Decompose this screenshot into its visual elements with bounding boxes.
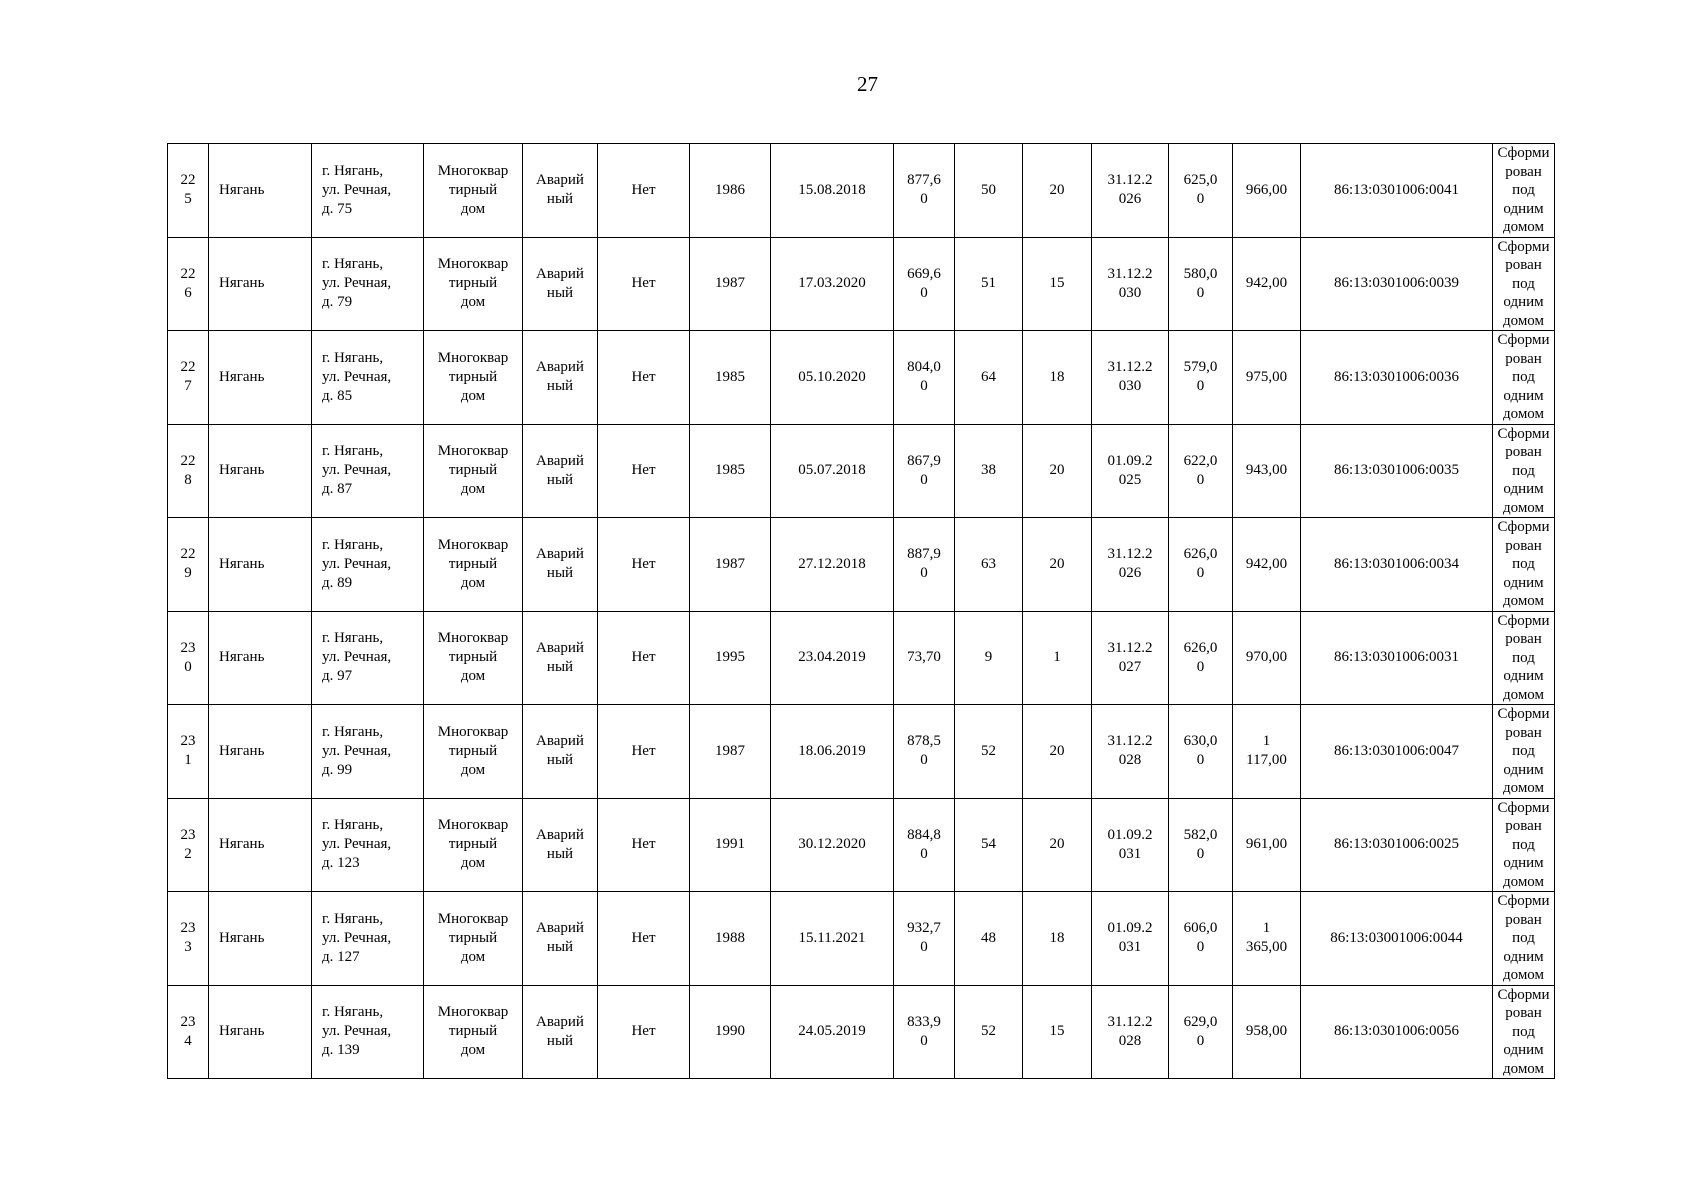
table-row <box>168 144 1555 238</box>
area-2-cell: 582,0 0 <box>1169 798 1233 892</box>
living-area-cell: 833,9 0 <box>894 985 955 1079</box>
row-number-cell: 22 9 <box>168 518 209 612</box>
building-type-cell: Многоквар тирный дом <box>424 985 523 1079</box>
area-3-cell: 942,00 <box>1233 518 1301 612</box>
units-cell: 18 <box>1023 331 1092 425</box>
table-row <box>168 518 1555 612</box>
land-plot-cell: Сформи рован под одним домом <box>1493 237 1555 331</box>
deadline-cell: 31.12.2 026 <box>1092 518 1169 612</box>
condition-cell: Аварий ный <box>523 424 598 518</box>
units-cell: 18 <box>1023 892 1092 986</box>
table-row <box>168 424 1555 518</box>
year-built-cell: 1985 <box>690 424 771 518</box>
year-built-cell: 1985 <box>690 331 771 425</box>
residents-cell: 52 <box>955 985 1023 1079</box>
living-area-cell: 867,9 0 <box>894 424 955 518</box>
deadline-cell: 31.12.2 030 <box>1092 331 1169 425</box>
address-cell: г. Нягань, ул. Речная, д. 75 <box>312 144 424 238</box>
building-type-cell: Многоквар тирный дом <box>424 892 523 986</box>
cadastral-number-cell: 86:13:0301006:0056 <box>1301 985 1493 1079</box>
deadline-cell: 01.09.2 031 <box>1092 798 1169 892</box>
residents-cell: 9 <box>955 611 1023 705</box>
cadastral-number-cell: 86:13:0301006:0035 <box>1301 424 1493 518</box>
land-plot-cell: Сформи рован под одним домом <box>1493 518 1555 612</box>
condition-cell: Аварий ный <box>523 611 598 705</box>
residents-cell: 51 <box>955 237 1023 331</box>
area-3-cell: 966,00 <box>1233 144 1301 238</box>
address-cell: г. Нягань, ул. Речная, д. 87 <box>312 424 424 518</box>
land-plot-cell: Сформи рован под одним домом <box>1493 144 1555 238</box>
row-number-cell: 23 4 <box>168 985 209 1079</box>
living-area-cell: 669,6 0 <box>894 237 955 331</box>
deadline-cell: 31.12.2 028 <box>1092 705 1169 799</box>
deadline-cell: 31.12.2 030 <box>1092 237 1169 331</box>
cadastral-number-cell: 86:13:0301006:0031 <box>1301 611 1493 705</box>
municipality-cell: Нягань <box>209 144 312 238</box>
deadline-cell: 31.12.2 028 <box>1092 985 1169 1079</box>
condition-cell: Аварий ный <box>523 331 598 425</box>
table-row <box>168 985 1555 1079</box>
year-built-cell: 1990 <box>690 985 771 1079</box>
row-number-cell: 22 5 <box>168 144 209 238</box>
condition-cell: Аварий ный <box>523 144 598 238</box>
units-cell: 15 <box>1023 237 1092 331</box>
units-cell: 20 <box>1023 705 1092 799</box>
recognition-date-cell: 23.04.2019 <box>771 611 894 705</box>
flag-cell: Нет <box>598 144 690 238</box>
row-number-cell: 22 6 <box>168 237 209 331</box>
municipality-cell: Нягань <box>209 424 312 518</box>
year-built-cell: 1988 <box>690 892 771 986</box>
building-type-cell: Многоквар тирный дом <box>424 237 523 331</box>
area-2-cell: 626,0 0 <box>1169 611 1233 705</box>
flag-cell: Нет <box>598 798 690 892</box>
address-cell: г. Нягань, ул. Речная, д. 99 <box>312 705 424 799</box>
deadline-cell: 01.09.2 031 <box>1092 892 1169 986</box>
units-cell: 20 <box>1023 424 1092 518</box>
area-3-cell: 942,00 <box>1233 237 1301 331</box>
flag-cell: Нет <box>598 331 690 425</box>
address-cell: г. Нягань, ул. Речная, д. 97 <box>312 611 424 705</box>
residents-cell: 64 <box>955 331 1023 425</box>
year-built-cell: 1987 <box>690 237 771 331</box>
table-row <box>168 705 1555 799</box>
table-row <box>168 611 1555 705</box>
flag-cell: Нет <box>598 518 690 612</box>
area-2-cell: 630,0 0 <box>1169 705 1233 799</box>
area-2-cell: 606,0 0 <box>1169 892 1233 986</box>
address-cell: г. Нягань, ул. Речная, д. 127 <box>312 892 424 986</box>
address-cell: г. Нягань, ул. Речная, д. 85 <box>312 331 424 425</box>
land-plot-cell: Сформи рован под одним домом <box>1493 798 1555 892</box>
units-cell: 15 <box>1023 985 1092 1079</box>
residents-cell: 52 <box>955 705 1023 799</box>
living-area-cell: 887,9 0 <box>894 518 955 612</box>
living-area-cell: 877,6 0 <box>894 144 955 238</box>
flag-cell: Нет <box>598 985 690 1079</box>
condition-cell: Аварий ный <box>523 705 598 799</box>
building-type-cell: Многоквар тирный дом <box>424 798 523 892</box>
condition-cell: Аварий ный <box>523 892 598 986</box>
area-2-cell: 622,0 0 <box>1169 424 1233 518</box>
residents-cell: 50 <box>955 144 1023 238</box>
units-cell: 20 <box>1023 518 1092 612</box>
condition-cell: Аварий ный <box>523 518 598 612</box>
recognition-date-cell: 18.06.2019 <box>771 705 894 799</box>
area-3-cell: 1 117,00 <box>1233 705 1301 799</box>
table-row <box>168 892 1555 986</box>
area-3-cell: 961,00 <box>1233 798 1301 892</box>
living-area-cell: 73,70 <box>894 611 955 705</box>
flag-cell: Нет <box>598 611 690 705</box>
land-plot-cell: Сформи рован под одним домом <box>1493 331 1555 425</box>
municipality-cell: Нягань <box>209 611 312 705</box>
area-3-cell: 970,00 <box>1233 611 1301 705</box>
page-number: 27 <box>857 72 878 96</box>
cadastral-number-cell: 86:13:0301006:0034 <box>1301 518 1493 612</box>
municipality-cell: Нягань <box>209 798 312 892</box>
living-area-cell: 932,7 0 <box>894 892 955 986</box>
deadline-cell: 01.09.2 025 <box>1092 424 1169 518</box>
recognition-date-cell: 30.12.2020 <box>771 798 894 892</box>
land-plot-cell: Сформи рован под одним домом <box>1493 424 1555 518</box>
area-2-cell: 626,0 0 <box>1169 518 1233 612</box>
row-number-cell: 23 2 <box>168 798 209 892</box>
table-row <box>168 331 1555 425</box>
cadastral-number-cell: 86:13:0301006:0025 <box>1301 798 1493 892</box>
housing-table <box>167 143 1555 1079</box>
living-area-cell: 878,5 0 <box>894 705 955 799</box>
deadline-cell: 31.12.2 027 <box>1092 611 1169 705</box>
address-cell: г. Нягань, ул. Речная, д. 139 <box>312 985 424 1079</box>
row-number-cell: 22 8 <box>168 424 209 518</box>
land-plot-cell: Сформи рован под одним домом <box>1493 985 1555 1079</box>
address-cell: г. Нягань, ул. Речная, д. 123 <box>312 798 424 892</box>
recognition-date-cell: 05.10.2020 <box>771 331 894 425</box>
municipality-cell: Нягань <box>209 331 312 425</box>
recognition-date-cell: 24.05.2019 <box>771 985 894 1079</box>
area-3-cell: 1 365,00 <box>1233 892 1301 986</box>
residents-cell: 63 <box>955 518 1023 612</box>
cadastral-number-cell: 86:13:0301006:0041 <box>1301 144 1493 238</box>
address-cell: г. Нягань, ул. Речная, д. 89 <box>312 518 424 612</box>
building-type-cell: Многоквар тирный дом <box>424 331 523 425</box>
municipality-cell: Нягань <box>209 705 312 799</box>
building-type-cell: Многоквар тирный дом <box>424 424 523 518</box>
land-plot-cell: Сформи рован под одним домом <box>1493 705 1555 799</box>
building-type-cell: Многоквар тирный дом <box>424 705 523 799</box>
building-type-cell: Многоквар тирный дом <box>424 518 523 612</box>
area-3-cell: 975,00 <box>1233 331 1301 425</box>
municipality-cell: Нягань <box>209 892 312 986</box>
area-2-cell: 625,0 0 <box>1169 144 1233 238</box>
cadastral-number-cell: 86:13:03001006:0044 <box>1301 892 1493 986</box>
units-cell: 1 <box>1023 611 1092 705</box>
year-built-cell: 1987 <box>690 705 771 799</box>
units-cell: 20 <box>1023 144 1092 238</box>
recognition-date-cell: 05.07.2018 <box>771 424 894 518</box>
units-cell: 20 <box>1023 798 1092 892</box>
table-row <box>168 237 1555 331</box>
condition-cell: Аварий ный <box>523 237 598 331</box>
year-built-cell: 1986 <box>690 144 771 238</box>
table-row <box>168 798 1555 892</box>
cadastral-number-cell: 86:13:0301006:0036 <box>1301 331 1493 425</box>
municipality-cell: Нягань <box>209 237 312 331</box>
municipality-cell: Нягань <box>209 518 312 612</box>
living-area-cell: 884,8 0 <box>894 798 955 892</box>
row-number-cell: 23 1 <box>168 705 209 799</box>
municipality-cell: Нягань <box>209 985 312 1079</box>
year-built-cell: 1995 <box>690 611 771 705</box>
row-number-cell: 23 0 <box>168 611 209 705</box>
building-type-cell: Многоквар тирный дом <box>424 144 523 238</box>
year-built-cell: 1987 <box>690 518 771 612</box>
recognition-date-cell: 15.08.2018 <box>771 144 894 238</box>
living-area-cell: 804,0 0 <box>894 331 955 425</box>
deadline-cell: 31.12.2 026 <box>1092 144 1169 238</box>
row-number-cell: 22 7 <box>168 331 209 425</box>
area-2-cell: 629,0 0 <box>1169 985 1233 1079</box>
address-cell: г. Нягань, ул. Речная, д. 79 <box>312 237 424 331</box>
area-3-cell: 943,00 <box>1233 424 1301 518</box>
condition-cell: Аварий ный <box>523 798 598 892</box>
condition-cell: Аварий ный <box>523 985 598 1079</box>
residents-cell: 48 <box>955 892 1023 986</box>
flag-cell: Нет <box>598 705 690 799</box>
cadastral-number-cell: 86:13:0301006:0039 <box>1301 237 1493 331</box>
recognition-date-cell: 15.11.2021 <box>771 892 894 986</box>
flag-cell: Нет <box>598 892 690 986</box>
area-3-cell: 958,00 <box>1233 985 1301 1079</box>
row-number-cell: 23 3 <box>168 892 209 986</box>
land-plot-cell: Сформи рован под одним домом <box>1493 892 1555 986</box>
year-built-cell: 1991 <box>690 798 771 892</box>
building-type-cell: Многоквар тирный дом <box>424 611 523 705</box>
residents-cell: 54 <box>955 798 1023 892</box>
flag-cell: Нет <box>598 424 690 518</box>
recognition-date-cell: 17.03.2020 <box>771 237 894 331</box>
cadastral-number-cell: 86:13:0301006:0047 <box>1301 705 1493 799</box>
flag-cell: Нет <box>598 237 690 331</box>
residents-cell: 38 <box>955 424 1023 518</box>
area-2-cell: 579,0 0 <box>1169 331 1233 425</box>
recognition-date-cell: 27.12.2018 <box>771 518 894 612</box>
area-2-cell: 580,0 0 <box>1169 237 1233 331</box>
land-plot-cell: Сформи рован под одним домом <box>1493 611 1555 705</box>
